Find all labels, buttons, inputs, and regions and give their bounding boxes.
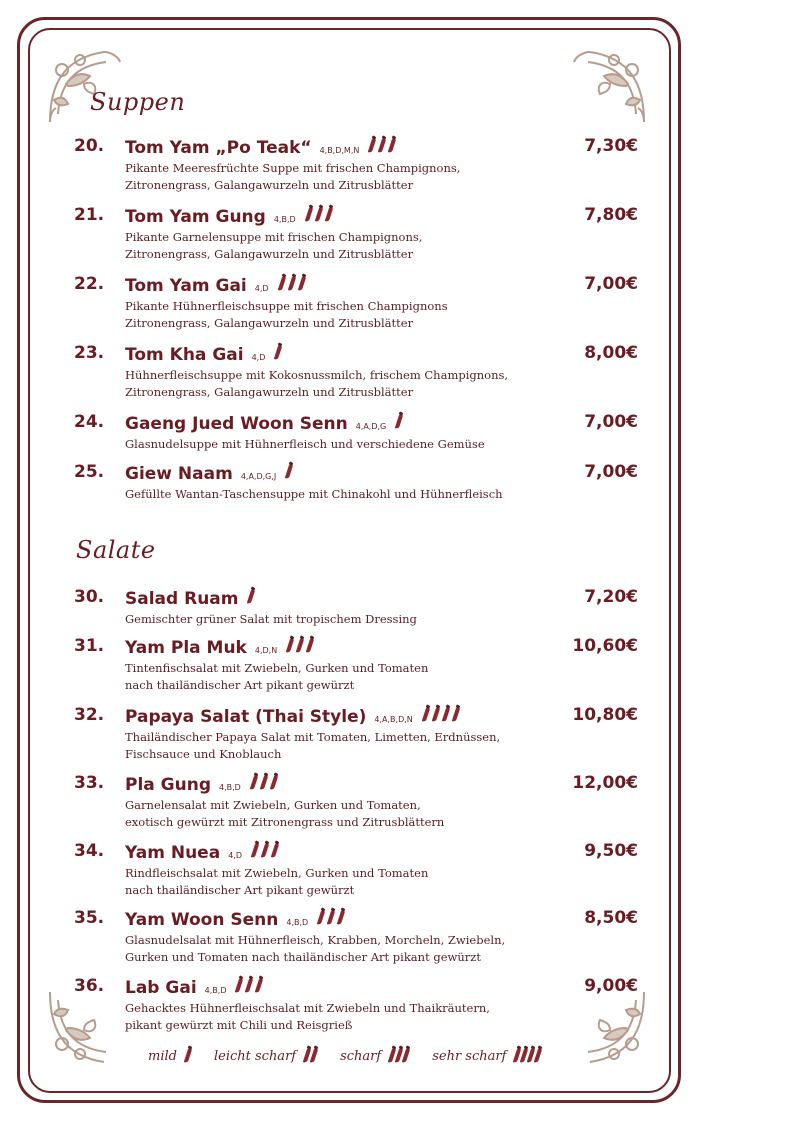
- item-spiciness: [423, 705, 460, 722]
- item-spiciness: [275, 343, 282, 360]
- chili-pepper-icon: [318, 908, 325, 925]
- item-allergens: 4,D: [254, 284, 269, 293]
- chili-pepper-icon: [236, 976, 243, 993]
- description-line: Fischsauce und Knoblauch: [125, 747, 282, 761]
- item-name: Tom Yam Gung: [125, 207, 266, 227]
- section-title-suppen: Suppen: [90, 88, 186, 116]
- description-line: nach thailändischer Art pikant gewürzt: [125, 883, 355, 897]
- item-title-row: [125, 343, 282, 365]
- item-description: [125, 865, 545, 899]
- chili-pepper-icon: [369, 136, 376, 153]
- chili-pepper-icon: [389, 136, 396, 153]
- item-price: 8,00€: [584, 343, 638, 363]
- item-allergens: 4,B,D: [286, 918, 309, 927]
- chili-pepper-icon: [275, 343, 282, 360]
- item-description: [125, 660, 545, 694]
- description-line: Zitronengrass, Galangawurzeln und Zitrusblätter: [125, 385, 414, 399]
- chili-pepper-icon: [289, 274, 296, 291]
- item-spiciness: [286, 462, 293, 479]
- item-number: 25.: [74, 462, 105, 482]
- item-price: 7,30€: [584, 136, 638, 156]
- item-name: Papaya Salat (Thai Style): [125, 707, 367, 727]
- item-name: Tom Kha Gai: [125, 345, 244, 365]
- item-spiciness: [252, 841, 279, 858]
- chili-pepper-icon: [271, 773, 278, 790]
- item-spiciness: [248, 587, 255, 604]
- description-line: Tintenfischsalat mit Zwiebeln, Gurken und Tomaten: [125, 661, 429, 675]
- item-price: 7,00€: [584, 462, 638, 482]
- description-line: pikant gewürzt mit Chili und Reisgrieß: [125, 1018, 353, 1032]
- item-description: [125, 298, 545, 332]
- description-line: Zitronengrass, Galangawurzeln und Zitrusblätter: [125, 178, 414, 192]
- item-title-row: [125, 636, 314, 658]
- chili-pepper-icon: [262, 841, 269, 858]
- item-title-row: [125, 205, 333, 227]
- corner-ornament-top-right-icon: [566, 44, 650, 128]
- item-allergens: 4,D: [228, 851, 242, 860]
- item-allergens: 4,B,D,M,N: [319, 146, 360, 155]
- item-spiciness: [306, 205, 333, 222]
- description-line: Glasnudelsalat mit Hühnerfleisch, Krabben, Morcheln, Zwiebeln,: [125, 933, 506, 947]
- item-spiciness: [369, 136, 396, 153]
- item-number: 22.: [74, 274, 105, 294]
- chili-pepper-icon: [252, 841, 259, 858]
- item-spiciness: [318, 908, 345, 925]
- item-number: 36.: [74, 976, 105, 996]
- item-price: 10,80€: [572, 705, 638, 725]
- description-line: Hühnerfleischsuppe mit Kokosnussmilch, frischem Champignons,: [125, 368, 509, 382]
- item-number: 30.: [74, 587, 105, 607]
- item-description: [125, 367, 545, 401]
- chili-pepper-icon: [423, 705, 430, 722]
- chili-pepper-icon: [326, 205, 333, 222]
- item-title-row: [125, 908, 345, 930]
- legend-sehr-scharf: [432, 1046, 542, 1067]
- chili-pepper-icon: [328, 908, 335, 925]
- chili-pepper-icon: [299, 274, 306, 291]
- item-price: 7,80€: [584, 205, 638, 225]
- item-spiciness: [236, 976, 263, 993]
- chili-pepper-icon: [379, 136, 386, 153]
- chili-pepper-icon: [256, 976, 263, 993]
- chili-pepper-icon: [453, 705, 460, 722]
- description-line: nach thailändischer Art pikant gewürzt: [125, 678, 355, 692]
- chili-pepper-icon: [306, 205, 313, 222]
- chili-pepper-icon: [246, 976, 253, 993]
- legend-leicht-scharf: [214, 1046, 318, 1067]
- item-description: [125, 797, 545, 831]
- item-title-row: [125, 587, 255, 609]
- legend-label: scharf: [340, 1049, 382, 1064]
- item-name: Salad Ruam: [125, 589, 239, 609]
- chili-pepper-icon: [443, 705, 450, 722]
- chili-pepper-icon: [316, 205, 323, 222]
- chili-pepper-icon: [297, 636, 304, 653]
- legend-chili-icons: [514, 1046, 542, 1067]
- item-name: Tom Yam Gai: [125, 276, 247, 296]
- chili-pepper-icon: [535, 1046, 542, 1063]
- item-description: [125, 486, 545, 503]
- legend-label: sehr scharf: [432, 1049, 507, 1064]
- item-number: 21.: [74, 205, 105, 225]
- item-name: Yam Pla Muk: [125, 638, 247, 658]
- item-name: Pla Gung: [125, 775, 212, 795]
- item-number: 24.: [74, 412, 105, 432]
- item-allergens: 4,B,D: [219, 783, 241, 792]
- item-number: 33.: [74, 773, 105, 793]
- item-price: 7,00€: [584, 412, 638, 432]
- item-allergens: 4,A,D,G: [355, 422, 387, 431]
- item-name: Gaeng Jued Woon Senn: [125, 414, 348, 434]
- item-description: [125, 932, 545, 966]
- description-line: Gurken und Tomaten nach thailändischer Art pikant gewürzt: [125, 950, 481, 964]
- chili-pepper-icon: [261, 773, 268, 790]
- item-title-row: [125, 841, 279, 863]
- item-allergens: 4,D,N: [254, 646, 278, 655]
- chili-pepper-icon: [307, 636, 314, 653]
- item-description: [125, 729, 545, 763]
- legend-scharf: [340, 1046, 410, 1067]
- item-spiciness: [279, 274, 306, 291]
- description-line: Gefüllte Wantan-Taschensuppe mit Chinakohl und Hühnerfleisch: [125, 487, 503, 501]
- item-number: 35.: [74, 908, 105, 928]
- item-title-row: [125, 462, 293, 484]
- description-line: Zitronengrass, Galangawurzeln und Zitrusblätter: [125, 316, 414, 330]
- chili-pepper-icon: [287, 636, 294, 653]
- item-spiciness: [396, 412, 403, 429]
- item-price: 9,50€: [584, 841, 638, 861]
- description-line: Thailändischer Papaya Salat mit Tomaten, Limetten, Erdnüssen,: [125, 730, 501, 744]
- chili-pepper-icon: [396, 412, 403, 429]
- item-price: 8,50€: [584, 908, 638, 928]
- item-allergens: 4,A,B,D,N: [374, 715, 413, 724]
- item-price: 7,20€: [584, 587, 638, 607]
- item-allergens: 4,B,D: [204, 986, 227, 995]
- item-price: 7,00€: [584, 274, 638, 294]
- item-description: [125, 1000, 545, 1034]
- description-line: Garnelensalat mit Zwiebeln, Gurken und Tomaten,: [125, 798, 421, 812]
- chili-pepper-icon: [433, 705, 440, 722]
- chili-pepper-icon: [338, 908, 345, 925]
- item-price: 12,00€: [572, 773, 638, 793]
- item-number: 32.: [74, 705, 105, 725]
- item-description: [125, 611, 545, 628]
- description-line: exotisch gewürzt mit Zitronengrass und Zitrusblättern: [125, 815, 445, 829]
- item-number: 34.: [74, 841, 105, 861]
- chili-pepper-icon: [185, 1046, 192, 1063]
- legend-chili-icons: [389, 1046, 410, 1067]
- description-line: Pikante Meeresfrüchte Suppe mit frischen Champignons,: [125, 161, 461, 175]
- description-line: Rindfleischsalat mit Zwiebeln, Gurken und Tomaten: [125, 866, 429, 880]
- item-number: 23.: [74, 343, 105, 363]
- item-price: 10,60€: [572, 636, 638, 656]
- item-title-row: [125, 976, 263, 998]
- item-allergens: 4,B,D: [273, 215, 296, 224]
- item-number: 31.: [74, 636, 105, 656]
- description-line: Zitronengrass, Galangawurzeln und Zitrusblätter: [125, 247, 414, 261]
- chili-pepper-icon: [311, 1046, 318, 1063]
- chili-pepper-icon: [248, 587, 255, 604]
- description-line: Gemischter grüner Salat mit tropischem Dressing: [125, 612, 417, 626]
- item-name: Yam Nuea: [125, 843, 221, 863]
- corner-ornament-bottom-right-icon: [566, 986, 650, 1070]
- item-title-row: [125, 136, 396, 158]
- item-title-row: [125, 412, 403, 434]
- chili-pepper-icon: [286, 462, 293, 479]
- item-name: Yam Woon Senn: [125, 910, 279, 930]
- item-name: Lab Gai: [125, 978, 197, 998]
- chili-pepper-icon: [279, 274, 286, 291]
- item-title-row: [125, 705, 460, 727]
- item-name: Tom Yam „Po Teak“: [125, 138, 312, 158]
- legend-label: mild: [148, 1049, 177, 1064]
- spiciness-legend: [148, 1046, 542, 1067]
- legend-chili-icons: [185, 1046, 192, 1067]
- item-price: 9,00€: [584, 976, 638, 996]
- item-allergens: 4,D: [251, 353, 266, 362]
- item-description: [125, 436, 545, 453]
- item-description: [125, 229, 545, 263]
- item-number: 20.: [74, 136, 105, 156]
- description-line: Glasnudelsuppe mit Hühnerfleisch und verschiedene Gemüse: [125, 437, 485, 451]
- legend-label: leicht scharf: [213, 1049, 297, 1064]
- description-line: Pikante Hühnerfleischsuppe mit frischen Champignons: [125, 299, 448, 313]
- item-title-row: [125, 274, 306, 296]
- chili-pepper-icon: [403, 1046, 410, 1063]
- section-title-salate: Salate: [76, 536, 156, 564]
- item-description: [125, 160, 545, 194]
- item-name: Giew Naam: [125, 464, 233, 484]
- description-line: Gehacktes Hühnerfleischsalat mit Zwiebeln und Thaikräutern,: [125, 1001, 490, 1015]
- chili-pepper-icon: [272, 841, 279, 858]
- chili-pepper-icon: [251, 773, 258, 790]
- description-line: Pikante Garnelensuppe mit frischen Champignons,: [125, 230, 423, 244]
- item-spiciness: [287, 636, 314, 653]
- corner-ornament-bottom-left-icon: [44, 986, 128, 1070]
- item-title-row: [125, 773, 278, 795]
- item-allergens: 4,A,D,G,J: [240, 472, 277, 481]
- legend-mild: [148, 1046, 192, 1067]
- item-spiciness: [251, 773, 278, 790]
- legend-chili-icons: [304, 1046, 318, 1067]
